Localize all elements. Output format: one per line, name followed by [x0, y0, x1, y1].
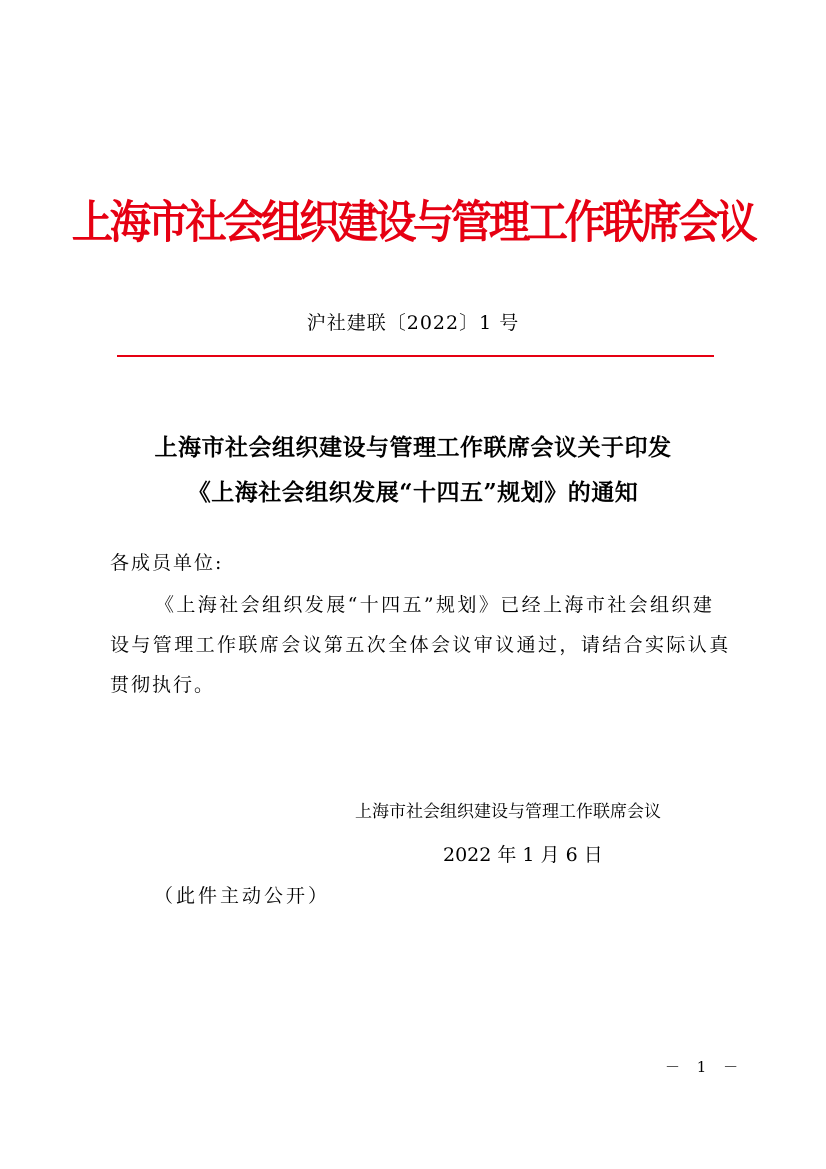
document-number: 沪社建联〔2022〕1 号	[306, 312, 520, 334]
issuing-organization-header: 上海市社会组织建设与管理工作联席会议	[71, 196, 755, 250]
body-paragraph-line: 设与管理工作联席会议第五次全体会议审议通过，请结合实际认真	[110, 634, 731, 656]
document-title-line-2: 《上海社会组织发展“十四五”规划》的通知	[187, 479, 639, 506]
signature-date: 2022 年 1 月 6 日	[443, 844, 603, 866]
document-title-line-1: 上海市社会组织建设与管理工作联席会议关于印发	[154, 434, 672, 461]
salutation: 各成员单位:	[110, 552, 224, 574]
body-paragraph-line: 贯彻执行。	[110, 674, 216, 696]
disclosure-note: （此件主动公开）	[154, 885, 331, 907]
signature-organization: 上海市社会组织建设与管理工作联席会议	[355, 802, 661, 822]
body-paragraph-line: 《上海社会组织发展“十四五”规划》已经上海市社会组织建	[155, 594, 715, 616]
page-number: － 1 －	[665, 1058, 745, 1076]
header-divider	[117, 355, 714, 357]
